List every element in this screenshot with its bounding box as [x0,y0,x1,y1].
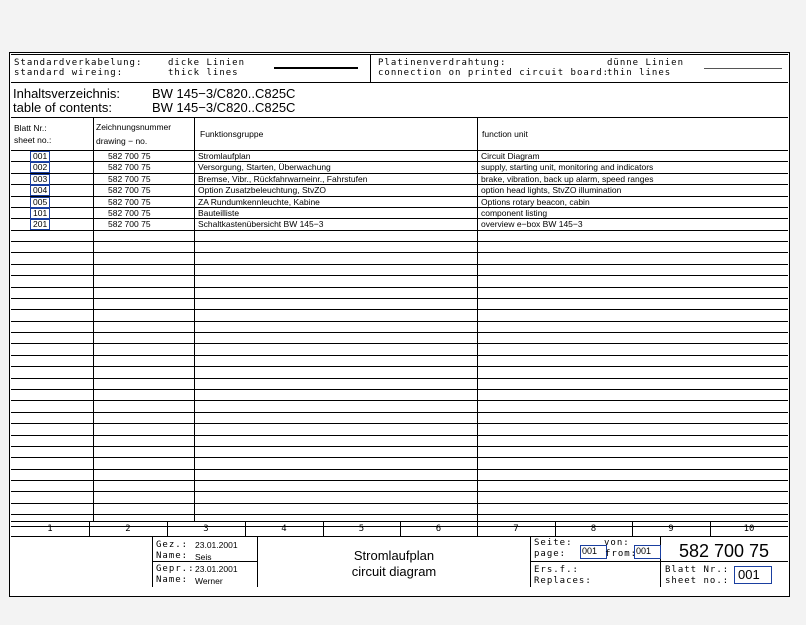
drawing-title-de: Stromlaufplan [353,548,435,563]
drawing-number-cell: 582 700 75 [108,197,151,207]
table-row-line [11,321,788,322]
table-column-line [194,117,195,521]
thin-line-sample [704,68,782,69]
std-wiring-de: Standardverkabelung: [14,58,143,68]
table-row-line [11,503,788,504]
table-row-line [11,230,788,231]
checked-name: Werner [195,576,223,586]
table-row-line [11,343,788,344]
checked-label: Gepr.: [156,564,195,574]
thick-lines-de: dicke Linien [168,58,246,68]
function-group-cell: Versorgung, Starten, Überwachung [198,162,331,172]
drawn-date: 23.01.2001 [195,540,238,550]
toc-model-en: BW 145−3/C820..C825C [152,100,296,115]
sheet-link[interactable]: 002 [30,162,50,173]
table-row-line [11,412,788,413]
function-group-cell: Schaltkastenübersicht BW 145−3 [198,219,324,229]
table-row-line [11,378,788,379]
function-unit-cell: supply, starting unit, monitoring and indicators [481,162,654,172]
title-block-h-right [530,561,788,562]
sheet-link[interactable]: 201 [30,219,50,230]
toc-model-de: BW 145−3/C820..C825C [152,86,296,101]
sheet-link[interactable]: 001 [30,151,50,162]
header-sheet-de: Blatt Nr.: [14,123,47,133]
column-number: 8 [590,524,597,534]
checked-date: 23.01.2001 [195,564,238,574]
sheet-label-en: sheet no.: [665,576,730,586]
function-group-cell: Bremse, Vibr., Rückfahrwarneinr., Fahrstufen [198,174,368,184]
header-function-group: Funktionsgruppe [200,129,264,139]
pcb-wiring-de: Platinenverdrahtung: [378,58,507,68]
column-number: 4 [281,524,287,534]
table-row-line [11,469,788,470]
drawing-number-cell: 582 700 75 [108,162,151,172]
table-row-line [11,400,788,401]
drawing-sheet [9,52,790,597]
header-drawing-en: drawing − no. [96,136,148,146]
table-row-line [11,514,788,515]
drawing-title-en: circuit diagram [351,564,437,579]
column-number: 7 [513,524,519,534]
toc-title-de: Inhaltsverzeichnis: [13,86,120,101]
header-drawing-de: Zeichnungsnummer [96,122,172,132]
table-row-line [11,275,788,276]
table-column-line [477,117,478,521]
table-row-line [11,298,788,299]
of-label-de: von: [604,538,630,548]
std-wiring-en: standard wireing: [14,68,124,78]
drawing-number-cell: 582 700 75 [108,219,151,229]
drawn-label: Gez.: [156,540,189,550]
table-row-line [11,332,788,333]
pcb-wiring-en: connection on printed circuit board: [378,68,610,78]
header-function-unit: function unit [482,129,528,139]
function-group-cell: ZA Rundumkennleuchte, Kabine [198,197,320,207]
toc-title-en: table of contents: [13,100,113,115]
drawn-name-label: Name: [156,551,189,561]
drawing-number: 582 700 75 [678,541,770,561]
function-unit-cell: Options rotary beacon, cabin [481,197,590,207]
drawing-number-cell: 582 700 75 [108,151,151,161]
function-unit-cell: component listing [481,208,548,218]
legend-divider [370,54,371,83]
table-row-line [11,287,788,288]
table-row-line [11,309,788,310]
table-row-line [11,480,788,481]
header-sheet-en: sheet no.: [14,135,52,145]
column-number: 10 [743,524,755,534]
sheet-number: 001 [738,567,760,582]
replaces-label-de: Ers.f.: [534,565,579,575]
thick-lines-en: thick lines [168,68,239,78]
table-row-line [11,355,788,356]
table-row-line [11,423,788,424]
column-number: 5 [358,524,365,534]
table-row-line [11,435,788,436]
page-total: 001 [636,546,652,556]
replaces-label-en: Replaces: [534,576,592,586]
table-row-line [11,264,788,265]
page-label-en: page: [534,549,567,559]
table-top-border [11,117,788,118]
function-group-cell: Stromlaufplan [198,151,251,161]
column-number: 3 [203,524,209,534]
function-group-cell: Bauteilliste [198,208,240,218]
sheet-link[interactable]: 101 [30,208,50,219]
table-row-line [11,446,788,447]
drawn-name: Seis [195,552,212,562]
page-label-de: Seite: [534,538,573,548]
table-row-line [11,366,788,367]
table-row-line [11,389,788,390]
page-number: 001 [582,546,598,556]
function-unit-cell: Circuit Diagram [481,151,540,161]
thin-lines-de: dünne Linien [607,58,685,68]
legend-top-border [11,54,788,55]
sheet-label-de: Blatt Nr.: [665,565,730,575]
checked-name-label: Name: [156,575,189,585]
function-unit-cell: overview e−box BW 145−3 [481,219,583,229]
of-label-en: from: [605,549,638,559]
legend-bottom-border [11,82,788,83]
thick-line-sample [274,67,358,69]
drawing-number-cell: 582 700 75 [108,208,151,218]
column-number: 6 [435,524,442,534]
title-block-top [11,536,788,537]
table-column-line [93,117,94,521]
column-number: 1 [47,524,53,534]
table-row-line [11,252,788,253]
function-group-cell: Option Zusatzbeleuchtung, StvZO [198,185,327,195]
function-unit-cell: brake, vibration, back up alarm, speed ranges [481,174,654,184]
table-row-line [11,457,788,458]
drawing-number-cell: 582 700 75 [108,174,151,184]
table-row-line [11,241,788,242]
column-number: 9 [668,524,674,534]
column-number: 2 [125,524,131,534]
drawing-number-cell: 582 700 75 [108,185,151,195]
function-unit-cell: option head lights, StvZO illumination [481,185,622,195]
thin-lines-en: thin lines [607,68,672,78]
sheet-link[interactable]: 005 [30,197,50,208]
table-row-line [11,491,788,492]
sheet-link[interactable]: 004 [30,185,50,196]
sheet-link[interactable]: 003 [30,174,50,185]
